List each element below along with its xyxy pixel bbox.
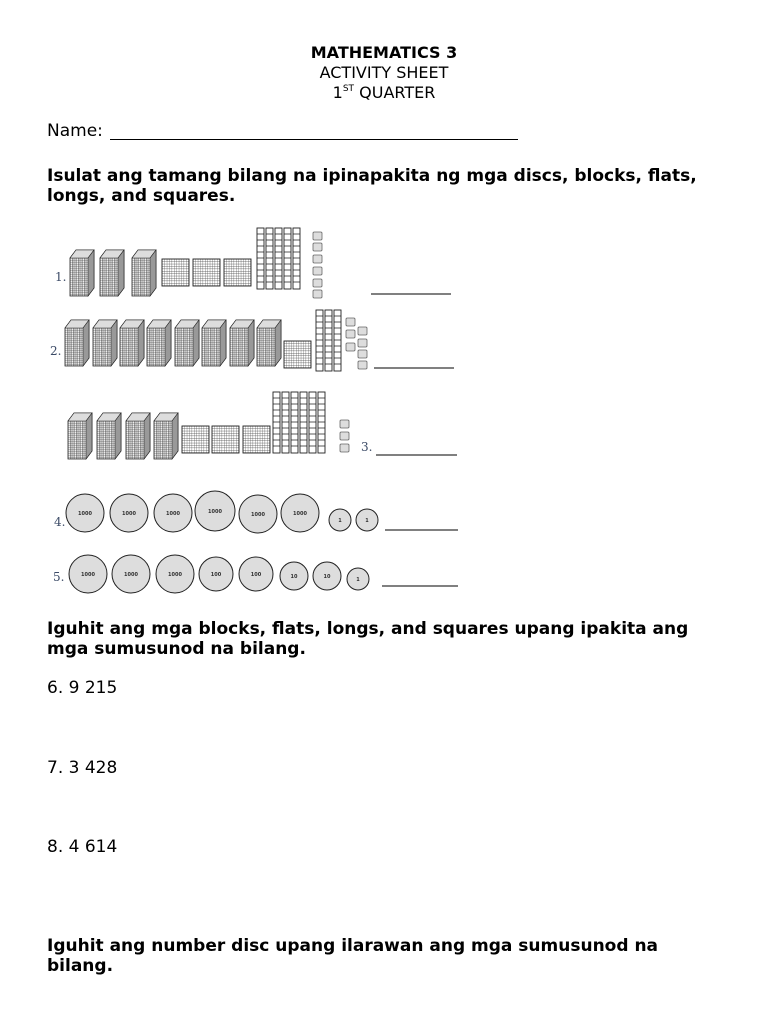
- disc-label: 1: [356, 577, 360, 583]
- figure-number-1: 1.: [55, 270, 67, 284]
- quarter-word: QUARTER: [359, 83, 436, 102]
- quarter-number: 1: [332, 83, 343, 102]
- item-6: 6. 9 215: [47, 678, 118, 698]
- disc-label: 1000: [78, 511, 92, 517]
- instruction-part-2: Iguhit ang mga blocks, flats, longs, and squares upang ipakita ang mga sumusunod na bilang.: [47, 619, 689, 659]
- item-7: 7. 3 428: [47, 758, 118, 778]
- disc-label: 1000: [168, 572, 182, 578]
- name-label: Name:: [47, 121, 103, 141]
- item-8: 8. 4 614: [47, 837, 118, 857]
- instruction-part-3: Iguhit ang number disc upang ilarawan ang mga sumusunod na bilang.: [47, 936, 659, 976]
- disc-label: 1: [365, 518, 369, 524]
- problem-4-discs: [66, 491, 378, 533]
- figure-number-2: 2.: [50, 344, 62, 358]
- disc-label: 1000: [293, 511, 307, 517]
- disc-label: 1000: [251, 512, 265, 518]
- worksheet-type: ACTIVITY SHEET: [319, 63, 449, 82]
- disc-label: 1: [338, 518, 342, 524]
- disc-label: 1000: [166, 511, 180, 517]
- disc-label: 1000: [208, 509, 222, 515]
- instruction-part-1: Isulat ang tamang bilang na ipinapakita ng mga discs, blocks, flats, longs, and squares.: [47, 166, 697, 206]
- figure-number-4: 4.: [54, 515, 66, 529]
- problem-5-discs: [69, 555, 369, 593]
- figure-number-3: 3.: [361, 440, 373, 454]
- disc-label: 10: [290, 574, 298, 580]
- disc-label: 100: [250, 572, 262, 578]
- problem-2-figure: [65, 310, 367, 371]
- disc-label: 1000: [124, 572, 138, 578]
- disc-label: 10: [323, 574, 331, 580]
- figure-number-5: 5.: [53, 570, 65, 584]
- problem-1-figure: [70, 228, 322, 298]
- disc-label: 100: [210, 572, 222, 578]
- problem-3-figure: [68, 392, 349, 459]
- disc-label: 1000: [122, 511, 136, 517]
- disc-label: 1000: [81, 572, 95, 578]
- worksheet-subject: MATHEMATICS 3: [310, 43, 458, 62]
- quarter-suffix: ST: [342, 84, 355, 94]
